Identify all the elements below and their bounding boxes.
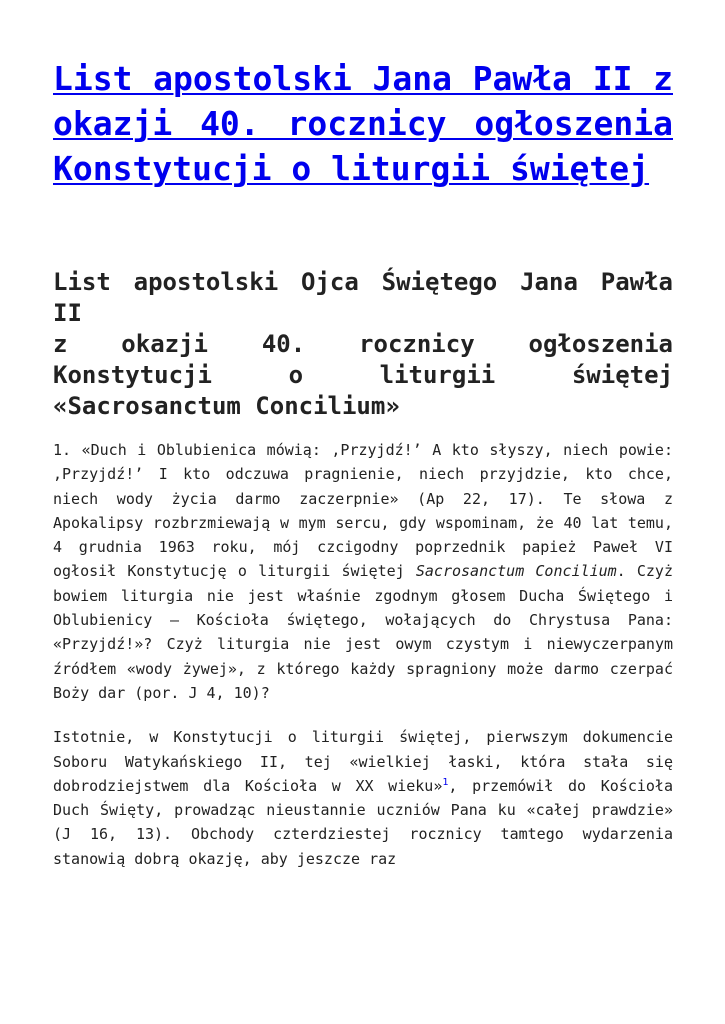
footnote-link[interactable]: 1 bbox=[442, 776, 449, 788]
subtitle-line-2: z okazji 40. rocznicy ogłoszenia Konstytucji o liturgii świętej «Sacrosanctum Concilium» bbox=[53, 330, 673, 420]
paragraph-1-italic-title: Sacrosanctum Concilium bbox=[415, 562, 617, 581]
paragraph-1 bbox=[53, 438, 673, 705]
document-subtitle bbox=[53, 267, 673, 422]
subtitle-line-1: List apostolski Ojca Świętego Jana Pawła II bbox=[53, 268, 673, 327]
paragraph-2-text-b: , przemówił do Kościoła Duch Święty, prowadząc nieustannie uczniów Pana ku «całej prawdzie» (J 16, 13). Obchody czterdziestej rocznicy tamtego wydarzenia stanowią dobrą okazję, aby jeszcze raz bbox=[53, 776, 673, 868]
paragraph-1-text-b: . Czyż bowiem liturgia nie jest właśnie zgodnym głosem Ducha Świętego i Oblubienicy — Kościoła świętego, wołających do Chrystusa Pana: «Przyjdź!»? Czyż liturgia nie jest owym czystym i niewyczerpanym źródłem «wody żywej», z którego każdy spragniony może darmo czerpać Boży dar (por. J 4, 10)? bbox=[53, 562, 673, 702]
document-content bbox=[53, 56, 673, 871]
paragraph-2-text-a: Istotnie, w Konstytucji o liturgii świętej, pierwszym dokumencie Soboru Watykańskiego II, tej «wielkiej łaski, która stała się dobrodziejstwem dla Kościoła w XX wieku» bbox=[53, 728, 673, 795]
document-title bbox=[53, 56, 673, 191]
paragraph-1-text-a: 1. «Duch i Oblubienica mówią: ‚Przyjdź!’ A kto słyszy, niech powie: ‚Przyjdź!’ I kto odczuwa pragnienie, niech przyjdzie, kto chce, niech wody życia darmo zaczerpnie» (Ap 22, 17). Te słowa z Apokalipsy rozbrzmiewają w mym sercu, gdy wspominam, że 40 lat temu, 4 grudnia 1963 roku, mój czcigodny poprzednik papież Paweł VI ogłosił Konstytucję o liturgii świętej bbox=[53, 441, 673, 581]
document-title-link[interactable]: List apostolski Jana Pawła II z okazji 40. rocznicy ogłoszenia Konstytucji o liturgii świętej bbox=[53, 59, 673, 188]
paragraph-2 bbox=[53, 725, 673, 871]
